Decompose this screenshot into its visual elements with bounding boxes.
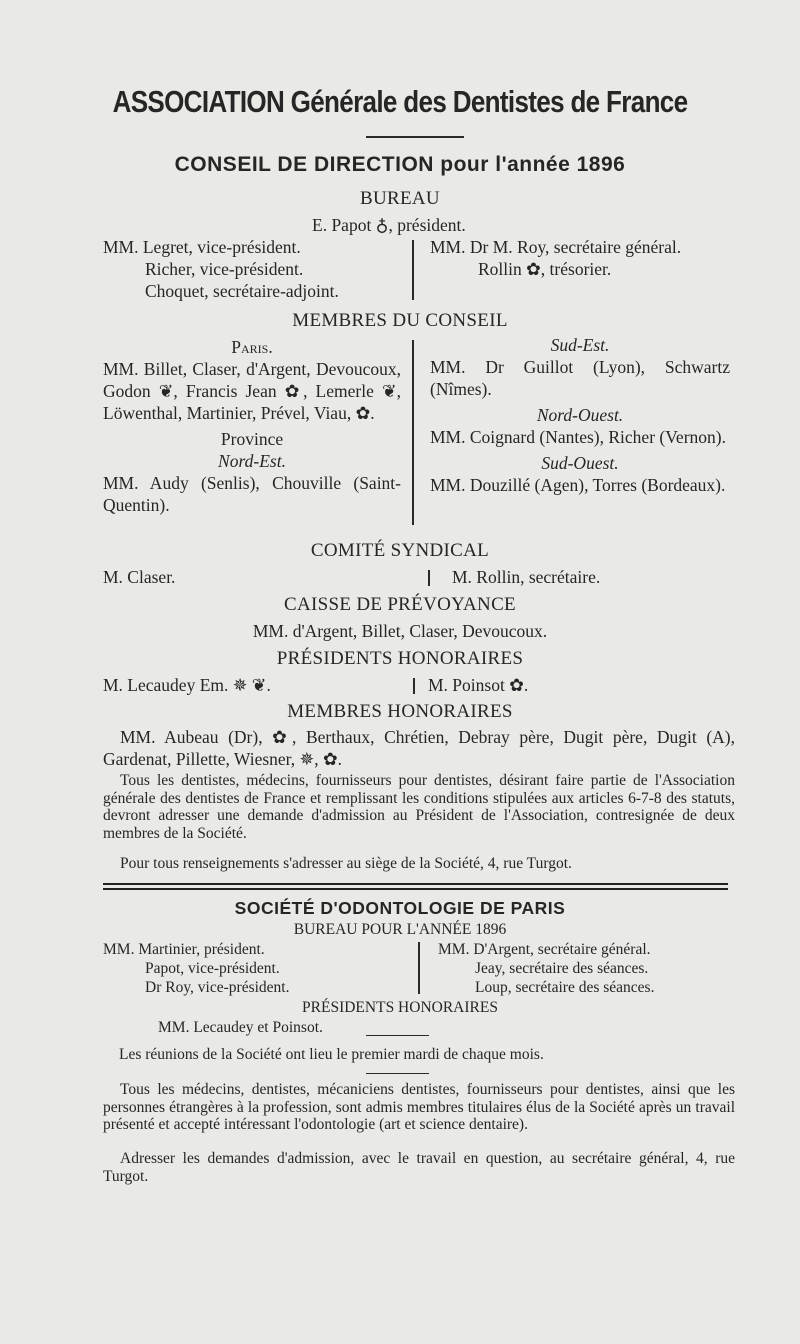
presidents-honoraires-right: M. Poinsot ✿. [428,675,529,695]
societe-right-column [438,940,738,997]
societe-right-line: Jeay, secrétaire des séances. [475,960,649,977]
association-paragraph: Tous les dentistes, médecins, fournisseurs pour dentistes, désirant faire partie de l'Association générale des dentistes de France et remplissant les conditions stipulées aux articles 6-7-8 des statuts, devront adresser une demande d'admission au Président de l'Association, contresignée de deux membres de la Société. [103,772,735,842]
comite-right: M. Rollin, secrétaire. [452,567,601,587]
presidents-honoraires-heading: PRÉSIDENTS HONORAIRES [276,648,524,669]
membres-honoraires-text: MM. Aubeau (Dr), ✿, Berthaux, Chrétien, Debray père, Dugit père, Dugit (A), Gardenat, Pillette, Wiesner, ✵, ✿. [103,727,735,769]
nord-ouest-heading: Nord-Ouest. [536,405,624,425]
president-line: E. Papot ♁, président. [312,215,466,235]
societe-left-line: MM. Martinier, président. [103,941,265,958]
association-title: ASSOCIATION Générale des Dentistes de France [112,84,688,119]
societe-heading: SOCIÉTÉ D'ODONTOLOGIE DE PARIS [234,898,566,918]
bureau-left-line: Richer, vice-président. [145,259,304,279]
paris-heading: Paris. [231,337,273,357]
societe-bureau-heading: BUREAU POUR L'ANNÉE 1896 [293,921,507,938]
nord-est-heading: Nord-Est. [218,451,286,471]
societe-presidents-text: MM. Lecaudey et Poinsot. [158,1019,323,1036]
societe-left-line: Dr Roy, vice-président. [145,979,290,996]
caisse-members: MM. d'Argent, Billet, Claser, Devoucoux. [252,621,548,641]
bureau-left-column [103,236,403,302]
nord-est-members: MM. Audy (Senlis), Chouville (Saint-Quentin). [103,473,401,515]
province-heading: Province [220,429,284,449]
bureau-right-line: Rollin ✿, trésorier. [478,259,612,279]
presidents-honoraires-left: M. Lecaudey Em. ✵ ❦. [103,675,271,695]
sud-est-heading: Sud-Est. [550,335,610,355]
membres-honoraires-heading: MEMBRES HONORAIRES [287,701,513,722]
sud-est-members: MM. Dr Guillot (Lyon), Schwartz (Nîmes). [430,357,730,399]
conseil-right-column [430,334,730,496]
conseil-heading: CONSEIL DE DIRECTION pour l'année 1896 [174,153,626,176]
societe-presidents-heading: PRÉSIDENTS HONORAIRES [302,999,498,1016]
bureau-heading: BUREAU [360,188,440,209]
section-double-rule [103,883,728,890]
caisse-heading: CAISSE DE PRÉVOYANCE [284,594,516,615]
title-rule [366,136,464,138]
nord-ouest-members: MM. Coignard (Nantes), Richer (Vernon). [430,427,726,447]
conseil-left-column [103,336,401,516]
bureau-left-line: Choquet, secrétaire-adjoint. [145,281,339,301]
bureau-right-line: MM. Dr M. Roy, secrétaire général. [430,237,682,257]
column-divider [412,340,414,525]
societe-right-line: MM. D'Argent, secrétaire général. [438,941,651,958]
paris-members: MM. Billet, Claser, d'Argent, Devoucoux, Godon ❦, Francis Jean ✿, Lemerle ❦, Löwenthal, Martinier, Prével, Viau, ✿. [103,359,401,423]
short-rule [366,1035,429,1036]
comite-left: M. Claser. [103,567,176,587]
sud-ouest-heading: Sud-Ouest. [541,453,619,473]
column-divider [413,678,415,694]
societe-left-column [103,940,403,997]
column-divider [428,570,430,586]
sud-ouest-members: MM. Douzillé (Agen), Torres (Bordeaux). [430,475,726,495]
column-divider [412,240,414,300]
societe-paragraph: Tous les médecins, dentistes, mécaniciens dentistes, fournisseurs pour dentistes, ainsi que les personnes étrangères à la profession, sont admis membres titulaires élus de la Société après un travail présenté et accepté intéressant l'odontologie (art et science dentaire). [103,1081,735,1133]
comite-heading: COMITÉ SYNDICAL [310,540,490,561]
short-rule [366,1073,429,1074]
societe-left-line: Papot, vice-président. [145,960,280,977]
societe-right-line: Loup, secrétaire des séances. [475,979,655,996]
membres-conseil-heading: MEMBRES DU CONSEIL [292,310,508,331]
societe-adresser: Adresser les demandes d'admission, avec le travail en question, au secrétaire général, 4, rue Turgot. [103,1150,735,1185]
reunions-text: Les réunions de la Société ont lieu le premier mardi de chaque mois. [119,1046,544,1063]
association-contact: Pour tous renseignements s'adresser au siège de la Société, 4, rue Turgot. [120,855,572,872]
column-divider [418,942,420,994]
bureau-right-column [430,236,770,280]
bureau-left-line: MM. Legret, vice-président. [103,237,301,257]
